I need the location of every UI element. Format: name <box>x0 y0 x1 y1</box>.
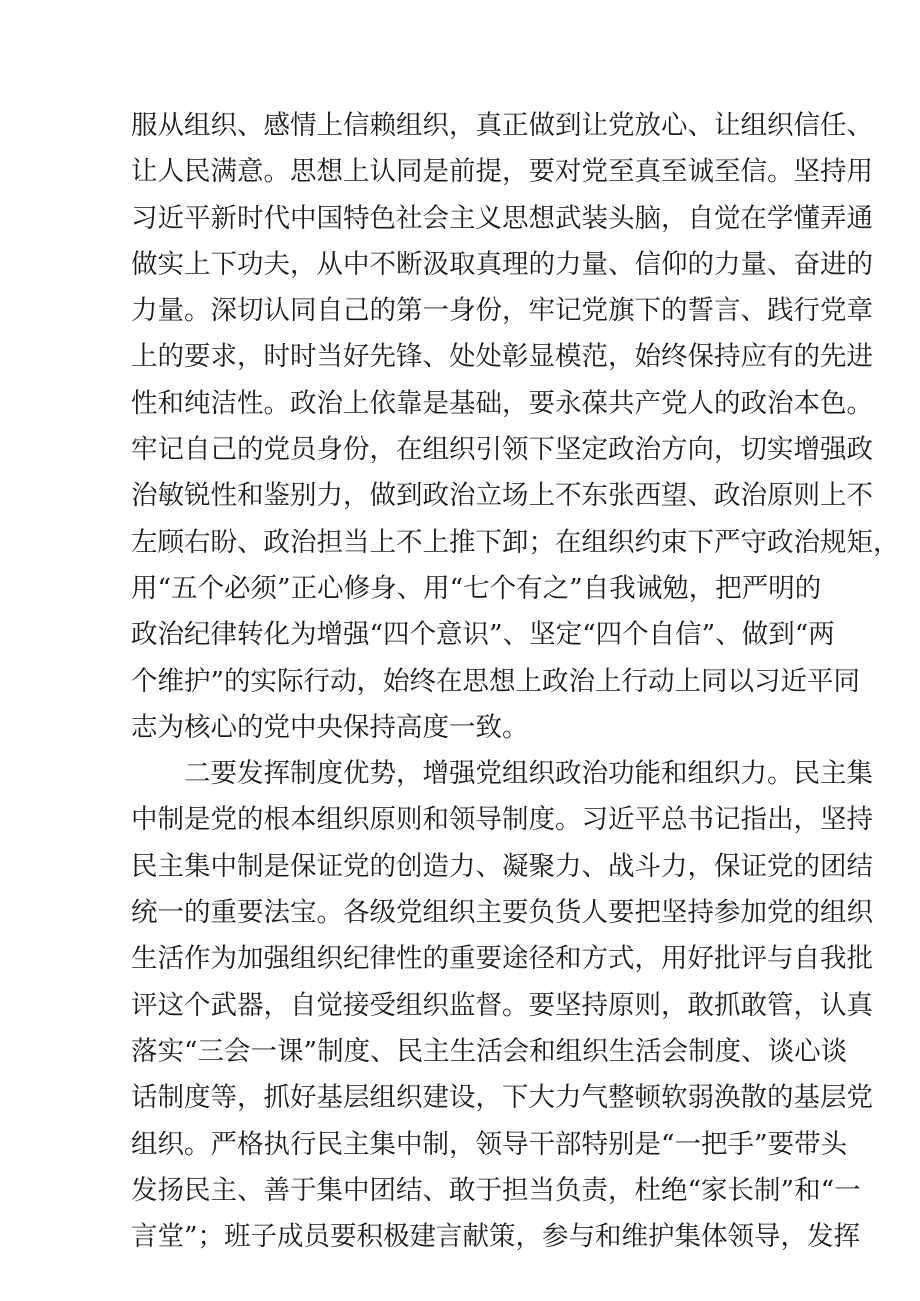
text-line: 治敏锐性和鉴别力，做到政治立场上不东张西望、政治原则上不 <box>131 480 873 512</box>
text-line: 生活作为加强组织纪律性的重要途径和方式，用好批评与自我批 <box>131 943 873 975</box>
text-line: 评这个武器，自觉接受组织监督。要坚持原则，敢抓敢管，认真 <box>131 989 873 1021</box>
text-line: 中制是党的根本组织原则和领导制度。习近平总书记指出，坚持 <box>131 804 873 836</box>
body-text <box>131 103 900 1260</box>
text-line: 二要发挥制度优势，增强党组织政治功能和组织力。民主集 <box>184 758 873 790</box>
text-line: 左顾右盼、政治担当上不上推下卸；在组织约束下严守政治规矩， <box>131 526 900 558</box>
text-line: 志为核心的党中央保持高度一致。 <box>131 711 529 743</box>
text-line: 上的要求，时时当好先锋、处处彰显模范，始终保持应有的先进 <box>131 341 873 373</box>
text-line: 统一的重要法宝。各级党组织主要负货人要把坚持参加党的组织 <box>131 897 873 929</box>
text-line: 服从组织、感情上信赖组织，真正做到让党放心、让组织信任、 <box>131 110 873 141</box>
text-line: 话制度等，抓好基层组织建设，下大力气整顿软弱涣散的基层党 <box>131 1082 873 1114</box>
text-line: 民主集中制是保证党的创造力、凝聚力、战斗力，保证党的团结 <box>131 850 873 882</box>
text-line: 落实“三会一课”制度、民主生活会和组织生活会制度、谈心谈 <box>131 1035 848 1067</box>
text-line: 个维护”的实际行动，始终在思想上政治上行动上同以习近平同 <box>131 665 861 697</box>
paragraph-1 <box>131 103 900 751</box>
text-line: 做实上下功夫，从中不断汲取真理的力量、信仰的力量、奋进的 <box>131 248 873 280</box>
text-line: 用“五个必须”正心修身、用“七个有之”自我诫勉，把严明的 <box>131 572 822 604</box>
text-line: 让人民满意。思想上认同是前提，要对党至真至诚至信。坚持用 <box>131 156 873 188</box>
text-line: 发扬民主、善于集中团结、敢于担当负责，杜绝“家长制”和“一 <box>131 1174 861 1206</box>
paragraph-2 <box>131 751 873 1260</box>
text-line: 牢记自己的党员身份，在组织引领下坚定政治方向，切实增强政 <box>131 434 873 466</box>
text-line: 性和纯洁性。政治上依靠是基础，要永葆共产党人的政治本色。 <box>131 387 873 419</box>
text-line: 习近平新时代中国特色社会主义思想武装头脑，自觉在学懂弄通 <box>131 202 873 234</box>
text-line: 政治纪律转化为增强“四个意识”、坚定“四个自信”、做到“两 <box>131 619 835 651</box>
text-line: 组织。严格执行民主集中制，领导干部特别是“一把手”要带头 <box>131 1128 848 1160</box>
text-line: 言堂”；班子成员要积极建言献策，参与和维护集体领导，发挥 <box>131 1221 861 1253</box>
text-line: 力量。深切认同自己的第一身份，牢记党旗下的誓言、践行党章 <box>131 295 873 327</box>
